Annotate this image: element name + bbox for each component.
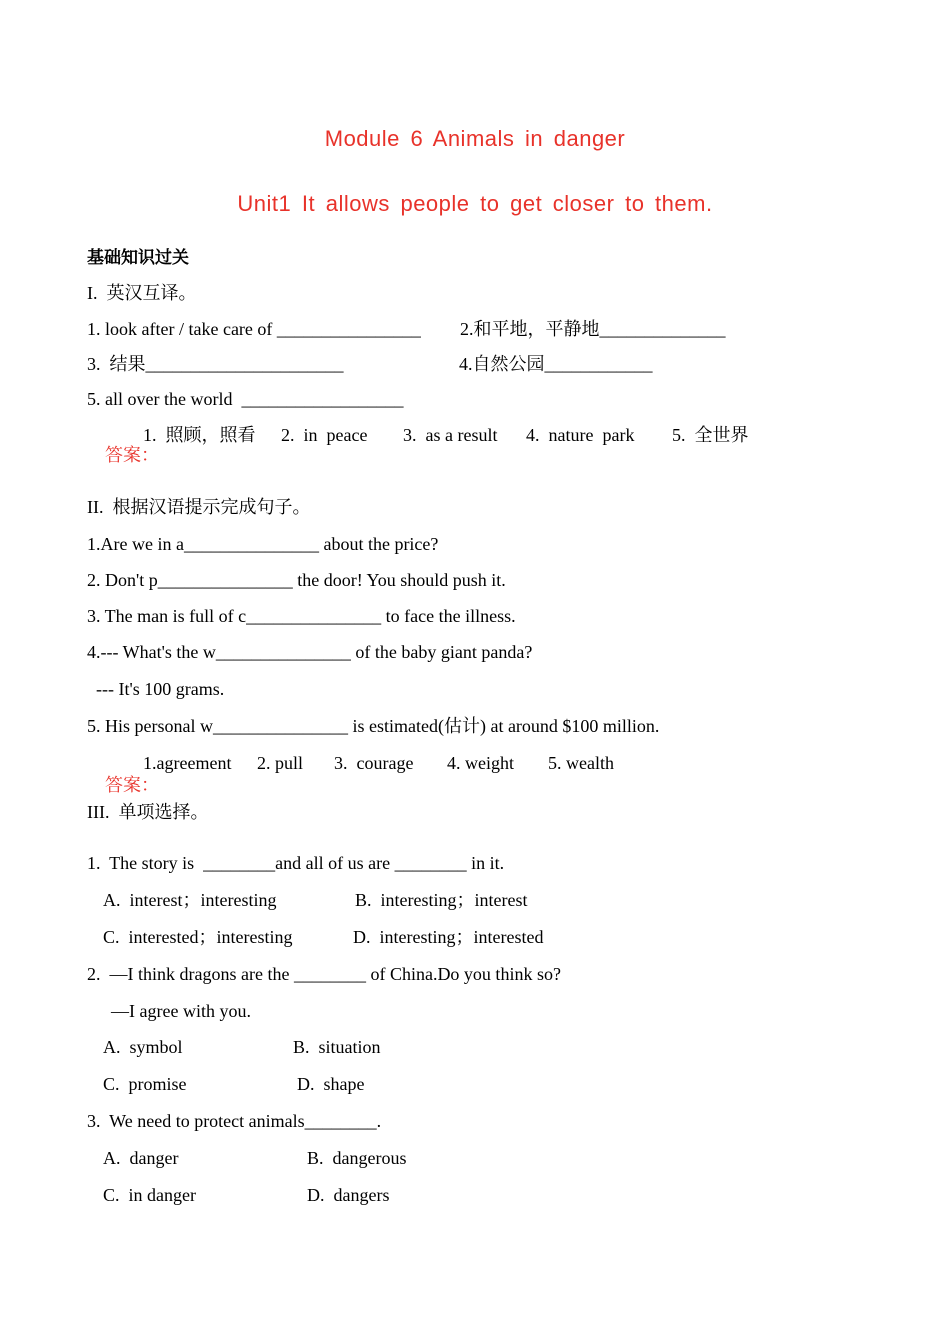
unit-title: Unit1 It allows people to get closer to them.: [237, 191, 713, 216]
part1-answer-2: 2. in peace: [281, 425, 368, 445]
part1-item-2: 2.和平地，平静地______________: [460, 319, 726, 339]
part2-answer-3: 3. courage: [334, 753, 414, 773]
question-1-option-b: B. interesting；interest: [355, 890, 528, 910]
question-2-reply: —I agree with you.: [111, 1001, 251, 1021]
part1-answer-5: 5. 全世界: [672, 425, 749, 445]
part3-heading: III. 单项选择。: [87, 802, 209, 822]
question-3-option-c: C. in danger: [103, 1185, 196, 1205]
part1-item-4: 4.自然公园____________: [459, 354, 653, 374]
section-heading: 基础知识过关: [87, 248, 189, 268]
question-2-option-d: D. shape: [297, 1074, 365, 1094]
part2-heading: II. 根据汉语提示完成句子。: [87, 497, 311, 517]
part2-answer-4: 4. weight: [447, 753, 514, 773]
part2-item-1: 1.Are we in a_______________ about the price?: [87, 534, 439, 554]
question-3-option-a: A. danger: [103, 1148, 179, 1168]
question-1-option-c: C. interested；interesting: [103, 927, 293, 947]
part2-answer-1: 1.agreement: [143, 753, 232, 773]
part2-item-5: 5. His personal w_______________ is estimated(估计) at around $100 million.: [87, 716, 660, 736]
part2-answer-2: 2. pull: [257, 753, 304, 773]
part2-item-4: 4.--- What's the w_______________ of the baby giant panda?: [87, 642, 533, 662]
question-1-stem: 1. The story is ________and all of us are ________ in it.: [87, 853, 505, 873]
question-2-stem: 2. —I think dragons are the ________ of China.Do you think so?: [87, 964, 561, 984]
question-3-option-d: D. dangers: [307, 1185, 390, 1205]
part2-item-2: 2. Don't p_______________ the door! You should push it.: [87, 570, 506, 590]
module-title: Module 6 Animals in danger: [324, 126, 626, 151]
part1-answer-4: 4. nature park: [526, 425, 635, 445]
part2-item-3: 3. The man is full of c_______________ to face the illness.: [87, 606, 516, 626]
question-2-option-b: B. situation: [293, 1037, 381, 1057]
part2-answer-5: 5. wealth: [548, 753, 614, 773]
part1-item-5: 5. all over the world __________________: [87, 389, 404, 409]
question-3-option-b: B. dangerous: [307, 1148, 407, 1168]
answer-label: 答案：: [105, 775, 159, 795]
question-1-option-d: D. interesting；interested: [353, 927, 544, 947]
part1-item-3: 3. 结果______________________: [87, 354, 344, 374]
answer-label: 答案：: [105, 445, 159, 465]
question-2-option-a: A. symbol: [103, 1037, 183, 1057]
part1-answer-1: 1. 照顾，照看: [143, 425, 256, 445]
question-3-stem: 3. We need to protect animals________.: [87, 1111, 382, 1131]
question-2-option-c: C. promise: [103, 1074, 187, 1094]
question-1-option-a: A. interest；interesting: [103, 890, 277, 910]
part1-heading: I. 英汉互译。: [87, 283, 197, 303]
part1-answer-3: 3. as a result: [403, 425, 498, 445]
part1-item-1: 1. look after / take care of ________________: [87, 319, 421, 339]
part2-item-4-reply: --- It's 100 grams.: [87, 679, 225, 699]
